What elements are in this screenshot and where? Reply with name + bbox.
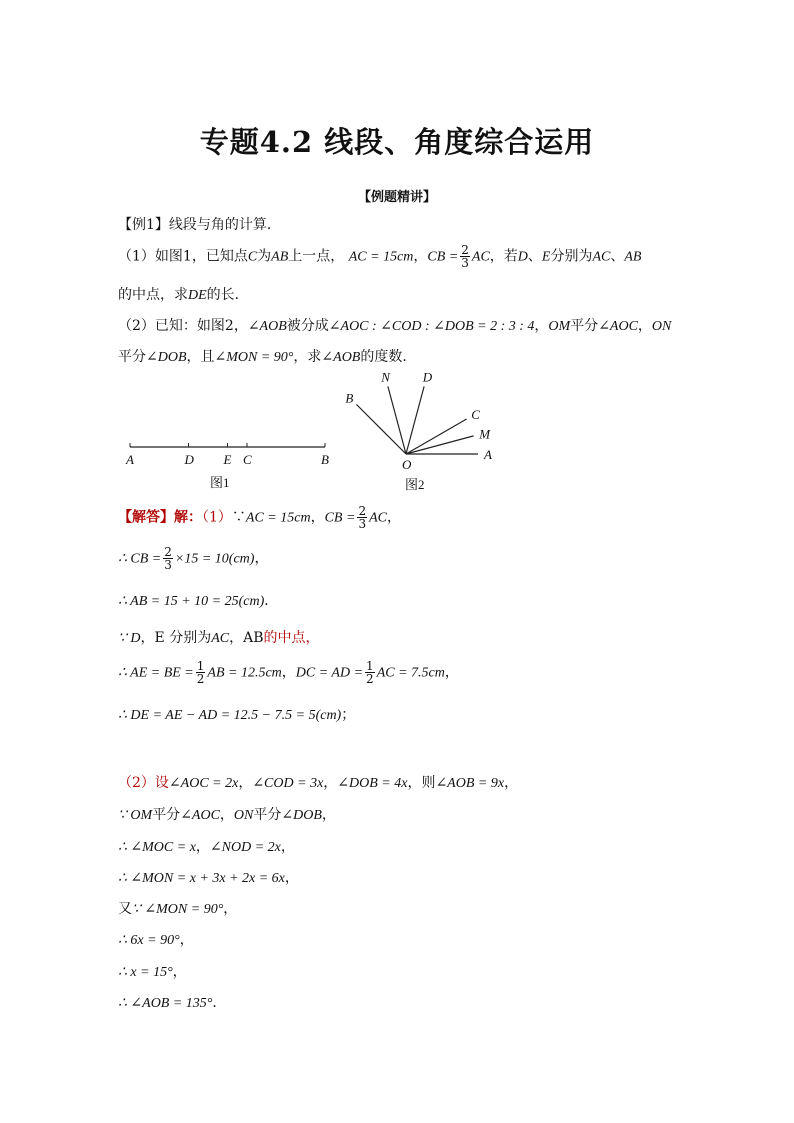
ray-ob xyxy=(357,405,406,454)
solution-part2-line-8: ∴ ∠AOB = 135°． xyxy=(118,995,227,1011)
solution-part2-line-2: ∵ OM平分∠AOC，ON平分∠DOB， xyxy=(118,807,336,823)
point-label-e: E xyxy=(223,452,232,467)
solution-part2-line-7: ∴ x = 15°， xyxy=(118,964,187,980)
solution-line-1: 【解答】解：（1）∵AC = 15cm，CB = $\frac{2}{3}$ AC， xyxy=(118,504,401,531)
question-2-line-2: 平分∠DOB，且∠MON = 90°，求∠AOB的度数． xyxy=(118,349,417,365)
solution-part2-line-1: （2）设∠AOC = 2x，∠COD = 3x，∠DOB = 4x，则∠AOB = 9x， xyxy=(118,775,519,791)
figure-1-caption: 图1 xyxy=(210,475,230,490)
ray-label-n: N xyxy=(381,372,390,385)
ray-on xyxy=(388,386,406,454)
section-heading: 【例题精讲】 xyxy=(357,190,436,205)
solution-part2-line-5: 又∵ ∠MON = 90°， xyxy=(118,901,238,917)
solution-line-6: ∴ DE = AE − AD = 12.5 − 7.5 = 5(cm)； xyxy=(118,707,356,723)
figure-1-segment xyxy=(110,430,340,495)
solution-part2-line-4: ∴ ∠MON = x + 3x + 2x = 6x， xyxy=(118,870,299,886)
solution-label: 【解答】解： xyxy=(118,509,202,526)
solution-part2-line-6: ∴ 6x = 90°， xyxy=(118,932,194,948)
question-2-line-1: （2）已知：如图2，∠AOB被分成∠AOC : ∠COD : ∠DOB = 2 : 3 : 4，OM平分∠AOC，ON xyxy=(118,318,672,334)
solution-line-2: ∴ CB = $\frac{2}{3}$ ×15 = 10(cm)， xyxy=(118,545,269,572)
page-title: 专题4.2 线段、角度综合运用 xyxy=(199,125,595,159)
ray-label-c: C xyxy=(471,407,480,422)
figure-2-caption: 图2 xyxy=(405,477,425,492)
example-label: 【例1】 xyxy=(118,217,169,233)
solution-line-5: ∴ AE = BE = $\frac{1}{2}$ AB = 12.5cm，DC = AD = $\frac{1}{2}$ AC = 7.5cm， xyxy=(118,659,459,686)
question-1-line-2: 的中点，求DE的长． xyxy=(118,287,249,303)
ray-label-a: A xyxy=(484,447,492,462)
solution-line-4: ∵ D，E 分别为AC，AB的中点， xyxy=(118,630,320,646)
solution-line-3: ∴ AB = 15 + 10 = 25(cm)． xyxy=(118,593,279,609)
point-label-d: D xyxy=(184,452,194,467)
ray-label-m: M xyxy=(479,426,491,442)
figure-2-angles xyxy=(340,372,510,494)
point-label-b: B xyxy=(321,452,329,467)
question-1-line-1: （1）如图1，已知点C为AB上一点， AC = 15cm，CB = $\frac{2}{3}$ AC，若D、E分别为AC、AB xyxy=(118,243,642,270)
point-label-a: A xyxy=(126,452,134,467)
ray-oc xyxy=(406,419,467,454)
ray-om xyxy=(406,436,474,454)
fraction-two-thirds: $\frac{2}{3}$ xyxy=(461,243,469,270)
point-label-c: C xyxy=(243,452,252,467)
example-intro: 【例1】线段与角的计算． xyxy=(118,217,281,233)
ray-label-b: B xyxy=(345,390,354,406)
ray-od xyxy=(406,386,424,454)
ray-label-d: D xyxy=(422,372,433,385)
solution-part2-line-3: ∴ ∠MOC = x，∠NOD = 2x， xyxy=(118,839,295,855)
origin-label-o: O xyxy=(402,457,412,472)
